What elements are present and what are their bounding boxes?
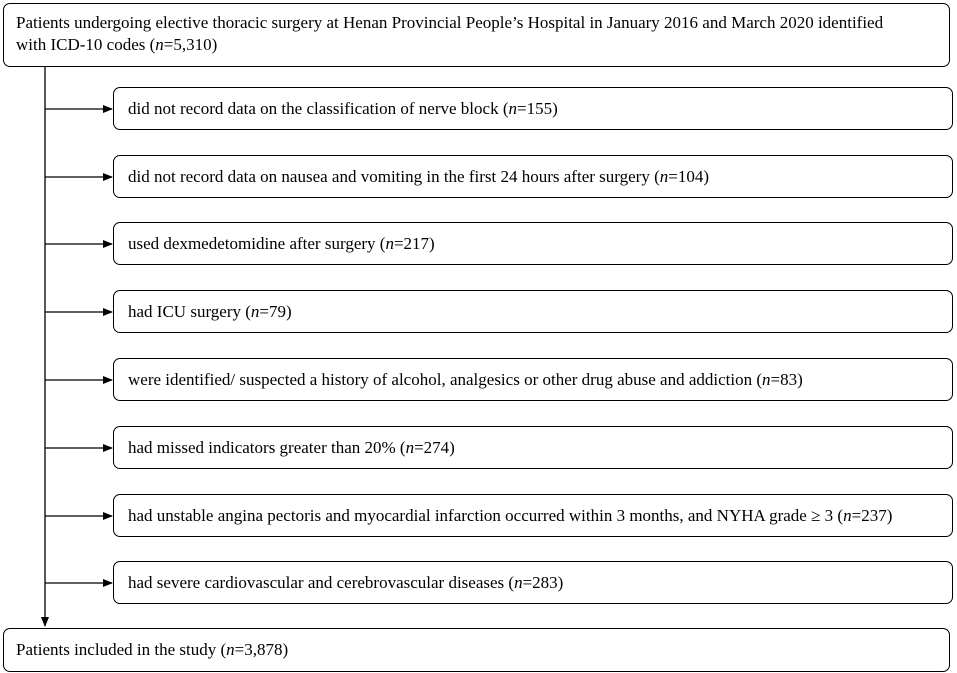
included-patients-box: Patients included in the study (n=3,878) <box>3 628 950 672</box>
initial-population-line1: Patients undergoing elective thoracic surgery at Henan Provincial People’s Hospital in January 2016 and March 2020 identified <box>16 13 884 32</box>
exclusion-box-dexmedetomidine: used dexmedetomidine after surgery (n=217) <box>113 222 953 265</box>
exclusion-box-icu-surgery: had ICU surgery (n=79) <box>113 290 953 333</box>
exclusion-box-missed-indicators: had missed indicators greater than 20% (n=274) <box>113 426 953 469</box>
initial-population-box <box>3 3 950 67</box>
exclusion-box-cardio-cerebrovascular: had severe cardiovascular and cerebrovascular diseases (n=283) <box>113 561 953 604</box>
exclusion-box-nausea-vomiting: did not record data on nausea and vomiting in the first 24 hours after surgery (n=104) <box>113 155 953 198</box>
exclusion-box-angina-nyha: had unstable angina pectoris and myocardial infarction occurred within 3 months, and NYHA grade ≥ 3 (n=237) <box>113 494 953 537</box>
exclusion-box-drug-abuse: were identified/ suspected a history of alcohol, analgesics or other drug abuse and addiction (n=83) <box>113 358 953 401</box>
exclusion-box-nerve-block: did not record data on the classification of nerve block (n=155) <box>113 87 953 130</box>
initial-population-line2: with ICD-10 codes (n=5,310) <box>16 35 218 54</box>
